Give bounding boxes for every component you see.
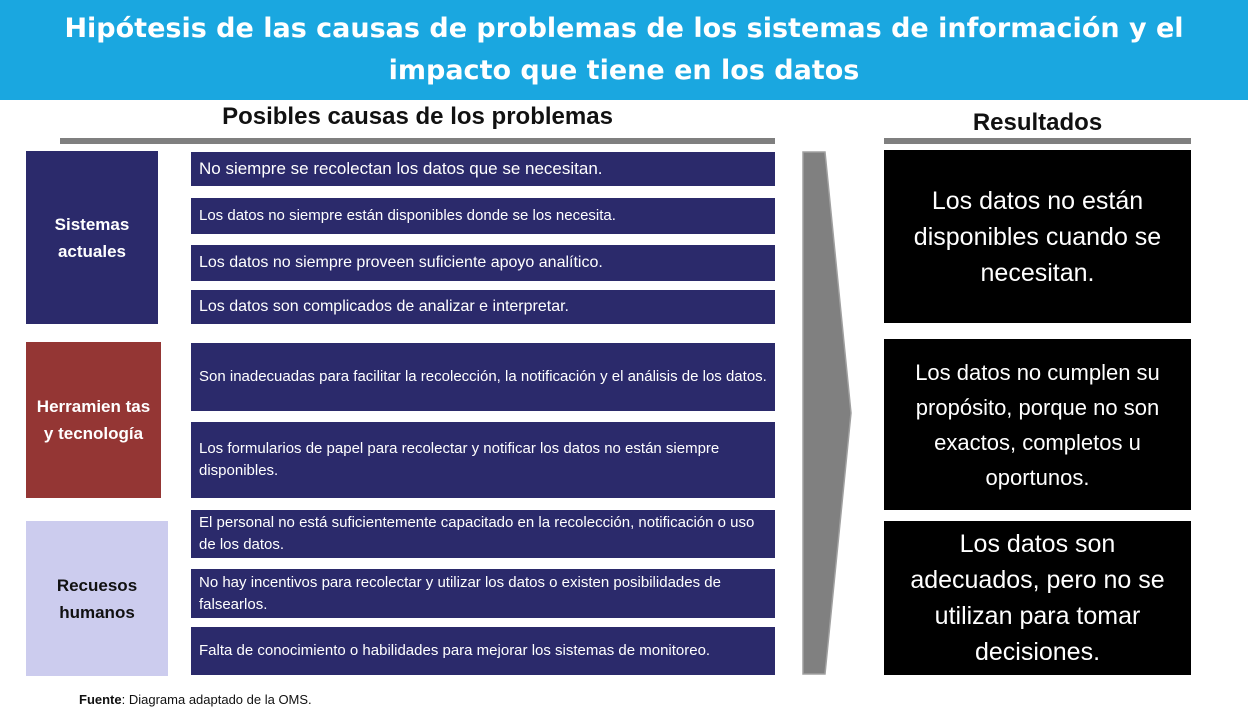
result-box: Los datos son adecuados, pero no se utilizan para tomar decisiones. [884, 521, 1191, 675]
title-banner [0, 0, 1248, 100]
category-recursos-humanos: Recuesos humanos [26, 521, 168, 676]
results-rule [884, 138, 1191, 144]
page-title: Hipótesis de las causas de problemas de los sistemas de información y el impacto que tiene en los datos [64, 13, 1184, 86]
results-heading: Resultados [972, 109, 1103, 136]
cause-item: El personal no está suficientemente capacitado en la recolección, notificación o uso de los datos. [191, 510, 775, 558]
cause-item: Los datos no siempre proveen suficiente apoyo analítico. [191, 245, 775, 281]
source-text: : Diagrama adaptado de la OMS. [121, 692, 312, 707]
source-note [79, 692, 312, 707]
cause-item: Los datos son complicados de analizar e interpretar. [191, 290, 775, 324]
category-sistemas-actuales: Sistemas actuales [26, 151, 158, 324]
causes-rule [60, 138, 775, 144]
cause-item: Son inadecuadas para facilitar la recolección, la notificación y el análisis de los datos. [191, 343, 775, 411]
result-box: Los datos no están disponibles cuando se necesitan. [884, 150, 1191, 323]
result-box: Los datos no cumplen su propósito, porque no son exactos, completos u oportunos. [884, 339, 1191, 510]
category-herramientas-tecnologia: Herramien tas y tecnología [26, 342, 161, 498]
cause-item: Falta de conocimiento o habilidades para mejorar los sistemas de monitoreo. [191, 627, 775, 675]
source-label: Fuente [79, 692, 122, 707]
cause-item: Los datos no siempre están disponibles donde se los necesita. [191, 198, 775, 234]
causes-heading: Posibles causas de los problemas [222, 103, 613, 130]
cause-item: No hay incentivos para recolectar y utilizar los datos o existen posibilidades de falsearlos. [191, 569, 775, 618]
cause-item: No siempre se recolectan los datos que se necesitan. [191, 152, 775, 186]
chevron-arrow-icon [801, 150, 853, 676]
cause-item: Los formularios de papel para recolectar y notificar los datos no están siempre disponibles. [191, 422, 775, 498]
